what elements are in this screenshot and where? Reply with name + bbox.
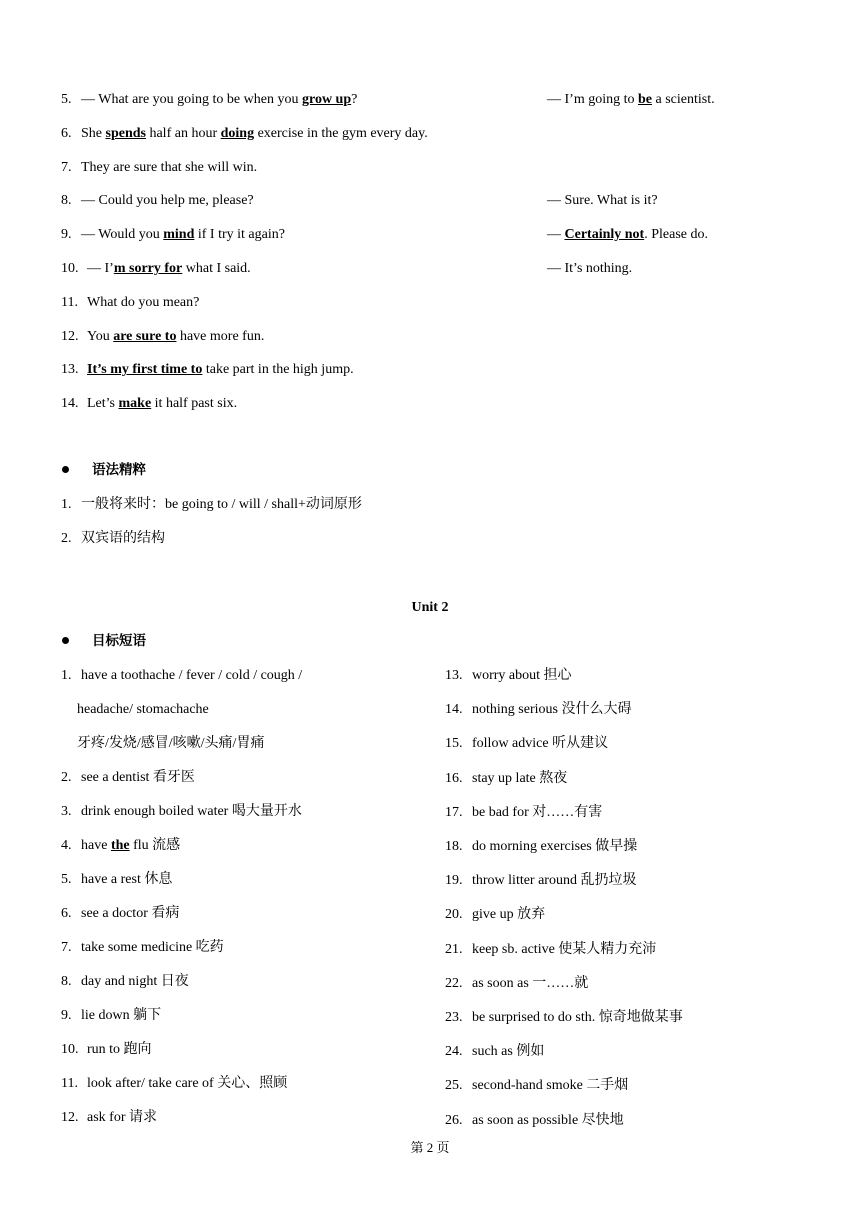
phrase-item <box>445 770 567 788</box>
text-segment: have a toothache / fever / cold / cough / <box>81 668 303 683</box>
text-segment: They are sure that she will win. <box>81 159 258 175</box>
text-segment: — Would you <box>81 227 164 243</box>
text-segment: — I’m going to <box>547 92 638 107</box>
phrase-item <box>445 1009 683 1027</box>
item-number: 5. <box>61 92 72 107</box>
text-segment: ask for 请求 <box>87 1110 157 1125</box>
item-number: 12. <box>61 1110 79 1125</box>
unit-title: Unit 2 <box>411 600 449 615</box>
phrase-item <box>61 939 224 957</box>
item-number: 2. <box>61 531 72 546</box>
text-segment: — Could you help me, please? <box>81 193 254 209</box>
phrases-heading: 目标短语 <box>92 633 146 649</box>
phrase-item <box>445 975 588 993</box>
grammar-item <box>61 530 165 548</box>
phrase-item <box>61 667 302 685</box>
phrase-item <box>61 803 302 821</box>
sentence-line <box>61 192 254 210</box>
item-number: 20. <box>445 907 463 923</box>
key-phrase: spends <box>105 125 146 141</box>
phrase-item-continued <box>77 701 209 719</box>
phrase-item <box>445 804 602 822</box>
phrase-item <box>61 1041 152 1059</box>
text-segment: as soon as 一……就 <box>472 975 589 991</box>
text-segment: 双宾语的结构 <box>81 531 165 546</box>
text-segment: if I try it again? <box>194 227 285 243</box>
phrase-item <box>61 1007 161 1025</box>
item-number: 16. <box>445 770 463 786</box>
key-phrase: m sorry for <box>113 261 183 276</box>
text-segment: what I said. <box>182 261 251 276</box>
phrase-item <box>445 1077 628 1095</box>
key-phrase: Certainly not <box>564 227 645 243</box>
phrase-item <box>61 1075 287 1093</box>
text-segment: half an hour <box>145 125 221 141</box>
text-segment: follow advice 听从建议 <box>472 736 609 752</box>
item-number: 10. <box>61 1042 79 1057</box>
item-number: 9. <box>61 1008 72 1023</box>
reply-line <box>547 226 708 244</box>
reply-line <box>547 260 632 278</box>
item-number: 3. <box>61 804 72 819</box>
text-segment: drink enough boiled water 喝大量开水 <box>81 804 302 819</box>
item-number: 14. <box>61 396 79 412</box>
phrase-item <box>61 837 180 855</box>
text-segment: — I’ <box>87 261 114 276</box>
item-number: 22. <box>445 975 463 991</box>
item-number: 24. <box>445 1044 463 1060</box>
text-segment: do morning exercises 做早操 <box>472 839 638 854</box>
text-segment: exercise in the gym every day. <box>254 125 428 141</box>
sentence-line <box>61 260 251 278</box>
text-segment: see a dentist 看牙医 <box>81 770 195 785</box>
text-segment: — What are you going to be when you <box>81 92 302 107</box>
item-number: 10. <box>61 261 79 276</box>
item-number: 23. <box>445 1010 463 1025</box>
item-number: 13. <box>445 668 463 683</box>
item-number: 4. <box>61 838 72 853</box>
sentence-line <box>61 226 285 244</box>
item-number: 17. <box>445 804 463 820</box>
item-number: 1. <box>61 497 72 512</box>
phrase-item <box>61 973 189 991</box>
phrase-item <box>445 701 631 719</box>
phrase-item <box>445 1112 624 1130</box>
item-number: 8. <box>61 974 72 989</box>
text-segment: have more fun. <box>176 328 265 344</box>
key-phrase: the <box>110 838 130 853</box>
text-segment: be bad for 对……有害 <box>472 804 603 820</box>
item-number: 8. <box>61 193 72 209</box>
text-segment: such as 例如 <box>472 1044 545 1060</box>
text-segment: She <box>81 125 106 141</box>
text-segment: headache/ stomachache <box>77 702 209 717</box>
text-segment: it half past six. <box>151 396 238 412</box>
text-segment: Let’s <box>87 396 119 412</box>
item-number: 6. <box>61 125 72 141</box>
phrase-item <box>445 941 656 959</box>
text-segment: be surprised to do sth. 惊奇地做某事 <box>472 1010 683 1025</box>
item-number: 12. <box>61 328 79 344</box>
text-segment: ? <box>351 92 358 107</box>
text-segment: day and night 日夜 <box>81 974 189 989</box>
phrase-item <box>61 1109 157 1127</box>
item-number: 15. <box>445 736 463 752</box>
phrase-item <box>445 735 608 753</box>
key-phrase: doing <box>220 125 255 141</box>
key-phrase: mind <box>163 227 195 243</box>
text-segment: have a rest 休息 <box>81 872 173 887</box>
text-segment: keep sb. active 使某人精力充沛 <box>472 941 657 957</box>
grammar-item <box>61 496 362 514</box>
key-phrase: grow up <box>301 92 352 107</box>
text-segment: second-hand smoke 二手烟 <box>472 1078 629 1094</box>
item-number: 21. <box>445 941 463 957</box>
text-segment: — It’s nothing. <box>547 261 633 276</box>
text-segment: stay up late 熬夜 <box>472 770 568 786</box>
reply-line <box>547 192 658 210</box>
text-segment: take part in the high jump. <box>202 362 354 378</box>
text-segment: — Sure. What is it? <box>547 193 658 209</box>
text-segment: 牙疼/发烧/感冒/咳嗽/头痛/胃痛 <box>77 736 265 751</box>
sentence-line <box>61 294 199 312</box>
phrase-item-continued <box>77 735 264 753</box>
bullet-icon <box>62 466 69 473</box>
text-segment: look after/ take care of 关心、照顾 <box>87 1076 288 1091</box>
text-segment: — <box>547 227 565 243</box>
sentence-line <box>61 328 264 346</box>
grammar-heading: 语法精粹 <box>92 462 146 478</box>
text-segment: a scientist. <box>652 92 715 107</box>
phrase-item <box>61 871 172 889</box>
item-number: 26. <box>445 1112 463 1128</box>
text-segment: 一般将来时：be going to / will / shall+动词原形 <box>81 497 362 512</box>
phrase-item <box>445 906 545 924</box>
text-segment: throw litter around 乱扔垃圾 <box>472 873 637 889</box>
sentence-line <box>61 159 257 177</box>
text-segment: give up 放弃 <box>472 907 546 923</box>
phrase-item <box>445 838 637 856</box>
page-footer: 第 2 页 <box>410 1140 450 1155</box>
phrase-item <box>445 872 636 890</box>
key-phrase: make <box>118 396 152 412</box>
text-segment: take some medicine 吃药 <box>81 940 224 955</box>
item-number: 9. <box>61 227 72 243</box>
phrase-item <box>61 905 179 923</box>
item-number: 18. <box>445 839 463 854</box>
text-segment: flu 流感 <box>129 838 181 853</box>
reply-line <box>547 91 715 109</box>
text-segment: nothing serious 没什么大碍 <box>472 702 632 718</box>
item-number: 25. <box>445 1078 463 1094</box>
item-number: 7. <box>61 940 72 955</box>
phrase-item <box>445 1043 544 1061</box>
text-segment: lie down 躺下 <box>81 1008 162 1023</box>
item-number: 14. <box>445 702 463 718</box>
text-segment: What do you mean? <box>87 294 200 310</box>
text-segment: worry about 担心 <box>472 668 572 683</box>
item-number: 5. <box>61 872 72 887</box>
item-number: 6. <box>61 906 72 921</box>
phrase-item <box>61 769 195 787</box>
sentence-line <box>61 125 428 143</box>
text-segment: run to 跑向 <box>87 1042 152 1057</box>
text-segment: You <box>87 328 114 344</box>
sentence-line <box>61 361 354 379</box>
item-number: 11. <box>61 294 78 310</box>
text-segment: . Please do. <box>644 227 708 243</box>
key-phrase: It’s my first time to <box>87 362 203 378</box>
item-number: 2. <box>61 770 72 785</box>
key-phrase: be <box>638 92 652 107</box>
item-number: 1. <box>61 668 72 683</box>
item-number: 19. <box>445 873 463 889</box>
sentence-line <box>61 395 237 413</box>
phrase-item <box>445 667 572 685</box>
key-phrase: are sure to <box>113 328 177 344</box>
text-segment: see a doctor 看病 <box>81 906 180 921</box>
sentence-line <box>61 91 357 109</box>
item-number: 13. <box>61 362 79 378</box>
item-number: 7. <box>61 159 72 175</box>
bullet-icon <box>62 637 69 644</box>
text-segment: as soon as possible 尽快地 <box>472 1112 624 1128</box>
text-segment: have <box>81 838 111 853</box>
item-number: 11. <box>61 1076 78 1091</box>
